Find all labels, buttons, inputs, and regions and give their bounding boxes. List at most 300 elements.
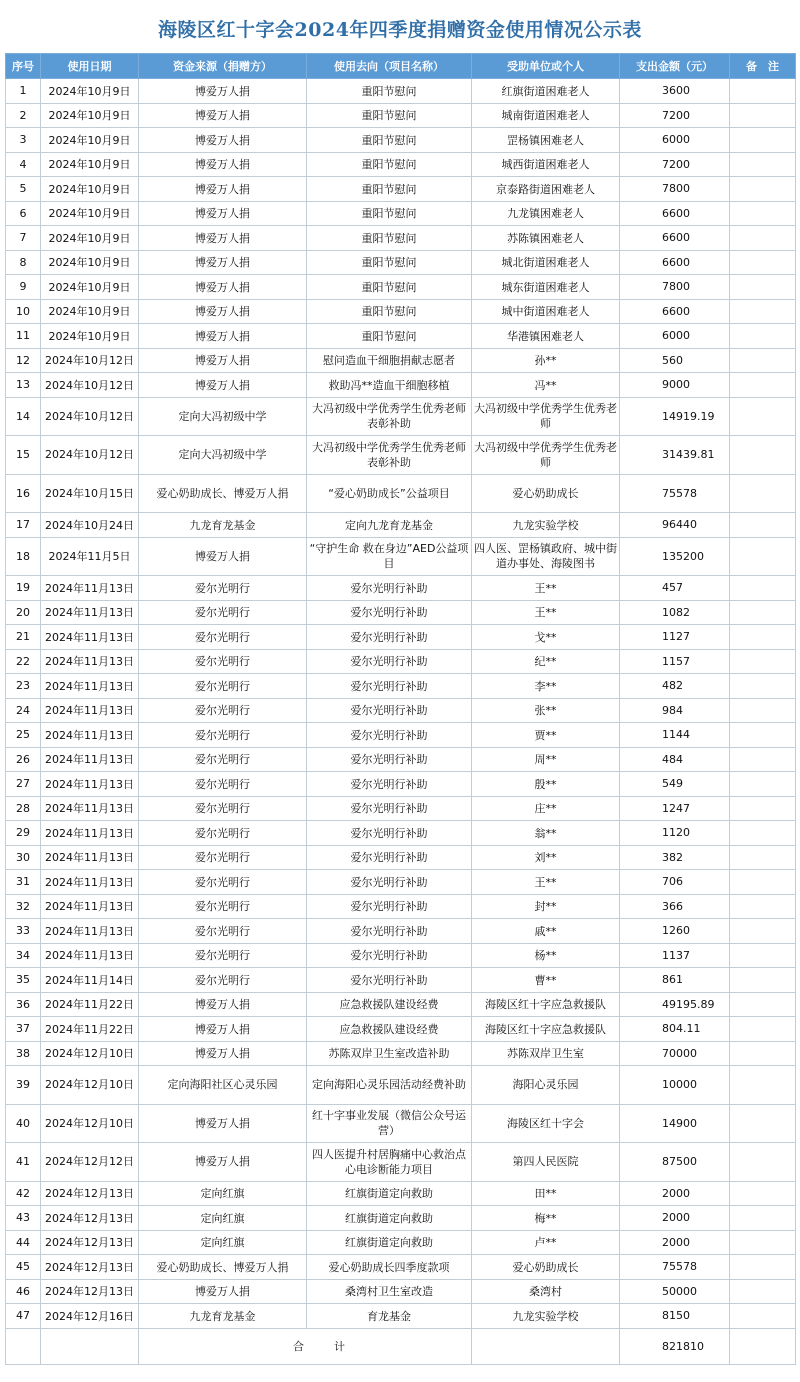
cell-date: 2024年11月13日 <box>41 600 139 625</box>
cell-no: 33 <box>6 919 41 944</box>
cell-amount: 1120 <box>620 821 730 846</box>
cell-amount: 804.11 <box>620 1017 730 1042</box>
table-row <box>6 348 796 373</box>
cell-source: 博爱万人捐 <box>139 250 307 275</box>
cell-note <box>730 576 796 601</box>
cell-amount: 70000 <box>620 1041 730 1066</box>
cell-note <box>730 747 796 772</box>
table-row <box>6 772 796 797</box>
cell-amount: 7200 <box>620 152 730 177</box>
cell-amount: 6600 <box>620 201 730 226</box>
cell-note <box>730 674 796 699</box>
table-row <box>6 103 796 128</box>
cell-purpose: 重阳节慰问 <box>307 103 472 128</box>
cell-note <box>730 299 796 324</box>
table-row <box>6 250 796 275</box>
cell-source: 定向红旗 <box>139 1230 307 1255</box>
table-row <box>6 649 796 674</box>
table-row <box>6 1104 796 1143</box>
cell-purpose: 爱尔光明行补助 <box>307 821 472 846</box>
cell-amount: 75578 <box>620 1255 730 1280</box>
cell-date: 2024年11月13日 <box>41 747 139 772</box>
cell-purpose: 桑湾村卫生室改造 <box>307 1279 472 1304</box>
table-row <box>6 373 796 398</box>
cell-purpose: 爱尔光明行补助 <box>307 894 472 919</box>
cell-note <box>730 226 796 251</box>
cell-recipient: 第四人民医院 <box>472 1143 620 1182</box>
cell-source: 博爱万人捐 <box>139 348 307 373</box>
cell-date: 2024年12月13日 <box>41 1279 139 1304</box>
cell-purpose: 爱尔光明行补助 <box>307 649 472 674</box>
table-row <box>6 821 796 846</box>
cell-amount: 6600 <box>620 226 730 251</box>
cell-recipient: 华港镇困难老人 <box>472 324 620 349</box>
header-source: 资金来源（捐赠方） <box>139 54 307 79</box>
cell-recipient: 冯** <box>472 373 620 398</box>
table-row <box>6 674 796 699</box>
table-row <box>6 747 796 772</box>
cell-no: 13 <box>6 373 41 398</box>
cell-recipient: 杨** <box>472 943 620 968</box>
cell-note <box>730 436 796 475</box>
cell-note <box>730 894 796 919</box>
cell-date: 2024年11月13日 <box>41 723 139 748</box>
cell-no: 28 <box>6 796 41 821</box>
cell-source: 爱尔光明行 <box>139 796 307 821</box>
cell-note <box>730 919 796 944</box>
cell-purpose: 爱尔光明行补助 <box>307 845 472 870</box>
cell-no: 15 <box>6 436 41 475</box>
cell-note <box>730 1104 796 1143</box>
table-row <box>6 324 796 349</box>
cell-amount: 6000 <box>620 324 730 349</box>
cell-source: 博爱万人捐 <box>139 1104 307 1143</box>
cell-date: 2024年12月10日 <box>41 1104 139 1143</box>
cell-note <box>730 1066 796 1105</box>
cell-source: 博爱万人捐 <box>139 1017 307 1042</box>
cell-purpose: 红十字事业发展（微信公众号运营） <box>307 1104 472 1143</box>
cell-no: 5 <box>6 177 41 202</box>
cell-date: 2024年12月13日 <box>41 1255 139 1280</box>
table-row <box>6 474 796 513</box>
cell-source: 爱尔光明行 <box>139 600 307 625</box>
cell-source: 爱尔光明行 <box>139 919 307 944</box>
cell-date: 2024年12月10日 <box>41 1066 139 1105</box>
table-row <box>6 537 796 576</box>
cell-amount: 6000 <box>620 128 730 153</box>
cell-recipient: 大冯初级中学优秀学生优秀老师 <box>472 436 620 475</box>
table-row <box>6 1230 796 1255</box>
table-row <box>6 1206 796 1231</box>
cell-no: 22 <box>6 649 41 674</box>
cell-date: 2024年12月16日 <box>41 1304 139 1329</box>
cell-note <box>730 348 796 373</box>
cell-source: 爱心奶助成长、博爱万人捐 <box>139 474 307 513</box>
cell-date: 2024年11月22日 <box>41 1017 139 1042</box>
cell-no: 4 <box>6 152 41 177</box>
cell-purpose: 育龙基金 <box>307 1304 472 1329</box>
cell-amount: 7800 <box>620 177 730 202</box>
cell-note <box>730 1017 796 1042</box>
cell-source: 爱心奶助成长、博爱万人捐 <box>139 1255 307 1280</box>
cell-source: 九龙育龙基金 <box>139 513 307 538</box>
cell-no: 3 <box>6 128 41 153</box>
cell-note <box>730 373 796 398</box>
table-row <box>6 201 796 226</box>
cell-purpose: 重阳节慰问 <box>307 128 472 153</box>
cell-source: 博爱万人捐 <box>139 226 307 251</box>
cell-date: 2024年10月9日 <box>41 275 139 300</box>
header-no: 序号 <box>6 54 41 79</box>
cell-recipient: 刘** <box>472 845 620 870</box>
cell-date: 2024年10月9日 <box>41 226 139 251</box>
cell-amount: 1157 <box>620 649 730 674</box>
table-row <box>6 698 796 723</box>
page-title: 海陵区红十字会2024年四季度捐赠资金使用情况公示表 <box>158 19 642 41</box>
cell-note <box>730 250 796 275</box>
cell-no: 47 <box>6 1304 41 1329</box>
cell-note <box>730 968 796 993</box>
table-row <box>6 870 796 895</box>
cell-purpose: 爱尔光明行补助 <box>307 576 472 601</box>
cell-no: 21 <box>6 625 41 650</box>
cell-note <box>730 1206 796 1231</box>
cell-note <box>730 698 796 723</box>
cell-amount: 382 <box>620 845 730 870</box>
cell-note <box>730 201 796 226</box>
cell-source: 博爱万人捐 <box>139 324 307 349</box>
table-row <box>6 576 796 601</box>
cell-recipient: 纪** <box>472 649 620 674</box>
cell-amount: 6600 <box>620 250 730 275</box>
cell-date: 2024年11月13日 <box>41 821 139 846</box>
cell-amount: 1260 <box>620 919 730 944</box>
cell-no: 41 <box>6 1143 41 1182</box>
table-row <box>6 1181 796 1206</box>
cell-note <box>730 537 796 576</box>
cell-date: 2024年11月13日 <box>41 796 139 821</box>
cell-date: 2024年12月13日 <box>41 1230 139 1255</box>
cell-recipient: 海阳心灵乐园 <box>472 1066 620 1105</box>
table-row <box>6 397 796 436</box>
cell-date: 2024年10月12日 <box>41 397 139 436</box>
cell-note <box>730 128 796 153</box>
table-body <box>6 79 796 1365</box>
cell-source: 九龙育龙基金 <box>139 1304 307 1329</box>
cell-date: 2024年11月14日 <box>41 968 139 993</box>
table-row <box>6 1279 796 1304</box>
cell-note <box>730 992 796 1017</box>
cell-source: 爱尔光明行 <box>139 821 307 846</box>
cell-source: 博爱万人捐 <box>139 103 307 128</box>
cell-note <box>730 625 796 650</box>
header-row <box>6 54 796 79</box>
cell-no: 34 <box>6 943 41 968</box>
cell-note <box>730 397 796 436</box>
cell-recipient: 戈** <box>472 625 620 650</box>
cell-date: 2024年10月9日 <box>41 299 139 324</box>
table-row <box>6 1017 796 1042</box>
cell-recipient: 王** <box>472 576 620 601</box>
cell-date: 2024年10月12日 <box>41 373 139 398</box>
table-row <box>6 513 796 538</box>
cell-purpose: 重阳节慰问 <box>307 275 472 300</box>
cell-date: 2024年10月24日 <box>41 513 139 538</box>
cell-no: 40 <box>6 1104 41 1143</box>
cell-no: 19 <box>6 576 41 601</box>
cell-purpose: 爱尔光明行补助 <box>307 772 472 797</box>
table-row <box>6 1041 796 1066</box>
cell-date: 2024年11月13日 <box>41 919 139 944</box>
cell-date: 2024年11月13日 <box>41 845 139 870</box>
cell-no: 6 <box>6 201 41 226</box>
cell-purpose: 重阳节慰问 <box>307 177 472 202</box>
cell-note <box>730 772 796 797</box>
cell-date: 2024年11月22日 <box>41 992 139 1017</box>
header-purpose: 使用去向（项目名称） <box>307 54 472 79</box>
cell-amount: 14900 <box>620 1104 730 1143</box>
header-date: 使用日期 <box>41 54 139 79</box>
cell-date: 2024年10月15日 <box>41 474 139 513</box>
cell-no: 12 <box>6 348 41 373</box>
cell-amount: 8150 <box>620 1304 730 1329</box>
cell-recipient: 苏陈双岸卫生室 <box>472 1041 620 1066</box>
cell-recipient: 罡杨镇困难老人 <box>472 128 620 153</box>
cell-purpose: 爱尔光明行补助 <box>307 870 472 895</box>
cell-purpose: 爱心奶助成长四季度款项 <box>307 1255 472 1280</box>
cell-amount: 549 <box>620 772 730 797</box>
cell-recipient: 九龙镇困难老人 <box>472 201 620 226</box>
cell-recipient: 红旗街道困难老人 <box>472 79 620 104</box>
cell-amount: 366 <box>620 894 730 919</box>
cell-purpose: 定向九龙育龙基金 <box>307 513 472 538</box>
cell-note <box>730 1230 796 1255</box>
cell-source: 博爱万人捐 <box>139 299 307 324</box>
cell-purpose: 爱尔光明行补助 <box>307 600 472 625</box>
cell-purpose: 重阳节慰问 <box>307 324 472 349</box>
cell-recipient: 周** <box>472 747 620 772</box>
cell-note <box>730 324 796 349</box>
cell-source: 定向红旗 <box>139 1206 307 1231</box>
cell-source: 博爱万人捐 <box>139 177 307 202</box>
cell-recipient: 卢** <box>472 1230 620 1255</box>
cell-source: 博爱万人捐 <box>139 992 307 1017</box>
cell-no: 27 <box>6 772 41 797</box>
cell-no: 45 <box>6 1255 41 1280</box>
cell-note <box>730 870 796 895</box>
cell-source: 定向大冯初级中学 <box>139 436 307 475</box>
cell-note <box>730 723 796 748</box>
cell-source: 定向大冯初级中学 <box>139 397 307 436</box>
cell-amount: 984 <box>620 698 730 723</box>
cell-recipient: 京泰路街道困难老人 <box>472 177 620 202</box>
cell-no: 20 <box>6 600 41 625</box>
cell-note <box>730 103 796 128</box>
cell-date: 2024年11月13日 <box>41 674 139 699</box>
cell-purpose: 爱尔光明行补助 <box>307 796 472 821</box>
cell-amount: 2000 <box>620 1181 730 1206</box>
table-row <box>6 128 796 153</box>
cell-source: 爱尔光明行 <box>139 674 307 699</box>
cell-recipient: 城中街道困难老人 <box>472 299 620 324</box>
cell-note <box>730 600 796 625</box>
cell-recipient: 城西街道困难老人 <box>472 152 620 177</box>
cell-no: 46 <box>6 1279 41 1304</box>
cell-no: 8 <box>6 250 41 275</box>
cell-recipient: 桑湾村 <box>472 1279 620 1304</box>
cell-source: 博爱万人捐 <box>139 275 307 300</box>
cell-note <box>730 845 796 870</box>
table-row <box>6 177 796 202</box>
cell-recipient: 翁** <box>472 821 620 846</box>
cell-no: 31 <box>6 870 41 895</box>
cell-amount: 31439.81 <box>620 436 730 475</box>
cell-date: 2024年10月9日 <box>41 152 139 177</box>
cell-source: 爱尔光明行 <box>139 845 307 870</box>
cell-date: 2024年11月13日 <box>41 894 139 919</box>
cell-no: 24 <box>6 698 41 723</box>
cell-purpose: 慰问造血干细胞捐献志愿者 <box>307 348 472 373</box>
cell-recipient: 爱心奶助成长 <box>472 474 620 513</box>
cell-purpose: 重阳节慰问 <box>307 299 472 324</box>
total-empty-4 <box>730 1328 796 1364</box>
cell-date: 2024年11月13日 <box>41 625 139 650</box>
cell-purpose: 爱尔光明行补助 <box>307 698 472 723</box>
cell-date: 2024年11月13日 <box>41 943 139 968</box>
total-amount: 821810 <box>620 1328 730 1364</box>
cell-no: 30 <box>6 845 41 870</box>
cell-amount: 49195.89 <box>620 992 730 1017</box>
cell-date: 2024年10月9日 <box>41 128 139 153</box>
cell-recipient: 张** <box>472 698 620 723</box>
cell-purpose: 爱尔光明行补助 <box>307 723 472 748</box>
total-label: 合计 <box>139 1328 472 1364</box>
table-row <box>6 436 796 475</box>
cell-no: 9 <box>6 275 41 300</box>
header-recipient: 受助单位或个人 <box>472 54 620 79</box>
cell-recipient: 大冯初级中学优秀学生优秀老师 <box>472 397 620 436</box>
cell-amount: 706 <box>620 870 730 895</box>
cell-purpose: 大冯初级中学优秀学生优秀老师表彰补助 <box>307 397 472 436</box>
cell-amount: 482 <box>620 674 730 699</box>
cell-amount: 6600 <box>620 299 730 324</box>
table-row <box>6 600 796 625</box>
cell-note <box>730 943 796 968</box>
cell-recipient: 苏陈镇困难老人 <box>472 226 620 251</box>
cell-purpose: 爱尔光明行补助 <box>307 943 472 968</box>
cell-amount: 14919.19 <box>620 397 730 436</box>
cell-no: 35 <box>6 968 41 993</box>
cell-date: 2024年10月9日 <box>41 103 139 128</box>
table-row <box>6 299 796 324</box>
cell-no: 2 <box>6 103 41 128</box>
cell-note <box>730 1255 796 1280</box>
cell-source: 博爱万人捐 <box>139 128 307 153</box>
cell-no: 17 <box>6 513 41 538</box>
cell-source: 定向海阳社区心灵乐园 <box>139 1066 307 1105</box>
cell-note <box>730 649 796 674</box>
cell-purpose: 爱尔光明行补助 <box>307 919 472 944</box>
cell-no: 16 <box>6 474 41 513</box>
table-row <box>6 226 796 251</box>
table-row <box>6 723 796 748</box>
cell-no: 43 <box>6 1206 41 1231</box>
cell-note <box>730 513 796 538</box>
cell-purpose: 应急救援队建设经费 <box>307 1017 472 1042</box>
cell-source: 爱尔光明行 <box>139 625 307 650</box>
cell-source: 博爱万人捐 <box>139 1279 307 1304</box>
cell-date: 2024年11月13日 <box>41 649 139 674</box>
cell-note <box>730 1181 796 1206</box>
table-row <box>6 152 796 177</box>
cell-purpose: 爱尔光明行补助 <box>307 625 472 650</box>
cell-source: 爱尔光明行 <box>139 723 307 748</box>
cell-source: 爱尔光明行 <box>139 747 307 772</box>
table-row <box>6 1066 796 1105</box>
cell-date: 2024年10月9日 <box>41 250 139 275</box>
cell-recipient: 王** <box>472 600 620 625</box>
cell-note <box>730 1279 796 1304</box>
cell-recipient: 九龙实验学校 <box>472 1304 620 1329</box>
cell-recipient: 孙** <box>472 348 620 373</box>
cell-date: 2024年12月13日 <box>41 1206 139 1231</box>
cell-purpose: 红旗街道定向救助 <box>307 1181 472 1206</box>
cell-date: 2024年10月12日 <box>41 436 139 475</box>
cell-amount: 1137 <box>620 943 730 968</box>
cell-recipient: 梅** <box>472 1206 620 1231</box>
cell-source: 爱尔光明行 <box>139 698 307 723</box>
cell-note <box>730 275 796 300</box>
cell-date: 2024年10月9日 <box>41 324 139 349</box>
cell-no: 38 <box>6 1041 41 1066</box>
cell-amount: 1082 <box>620 600 730 625</box>
cell-source: 爱尔光明行 <box>139 576 307 601</box>
cell-no: 44 <box>6 1230 41 1255</box>
cell-purpose: 四人医提升村居胸痛中心救治点心电诊断能力项目 <box>307 1143 472 1182</box>
cell-recipient: 城南街道困难老人 <box>472 103 620 128</box>
cell-date: 2024年12月12日 <box>41 1143 139 1182</box>
cell-no: 10 <box>6 299 41 324</box>
cell-date: 2024年10月9日 <box>41 79 139 104</box>
cell-recipient: 庄** <box>472 796 620 821</box>
cell-amount: 135200 <box>620 537 730 576</box>
cell-no: 36 <box>6 992 41 1017</box>
cell-recipient: 贾** <box>472 723 620 748</box>
cell-source: 博爱万人捐 <box>139 201 307 226</box>
cell-source: 博爱万人捐 <box>139 79 307 104</box>
cell-amount: 7800 <box>620 275 730 300</box>
cell-amount: 7200 <box>620 103 730 128</box>
cell-recipient: 四人医、罡杨镇政府、城中街道办事处、海陵图书 <box>472 537 620 576</box>
cell-no: 29 <box>6 821 41 846</box>
cell-source: 爱尔光明行 <box>139 649 307 674</box>
cell-purpose: 爱尔光明行补助 <box>307 747 472 772</box>
cell-source: 博爱万人捐 <box>139 373 307 398</box>
cell-recipient: 爱心奶助成长 <box>472 1255 620 1280</box>
cell-purpose: 爱尔光明行补助 <box>307 968 472 993</box>
cell-amount: 560 <box>620 348 730 373</box>
cell-purpose: 重阳节慰问 <box>307 201 472 226</box>
cell-no: 37 <box>6 1017 41 1042</box>
cell-purpose: 红旗街道定向救助 <box>307 1206 472 1231</box>
cell-no: 11 <box>6 324 41 349</box>
cell-amount: 3600 <box>620 79 730 104</box>
cell-date: 2024年11月13日 <box>41 576 139 601</box>
cell-note <box>730 821 796 846</box>
header-amount: 支出金额（元） <box>620 54 730 79</box>
header-note: 备 注 <box>730 54 796 79</box>
cell-recipient: 九龙实验学校 <box>472 513 620 538</box>
